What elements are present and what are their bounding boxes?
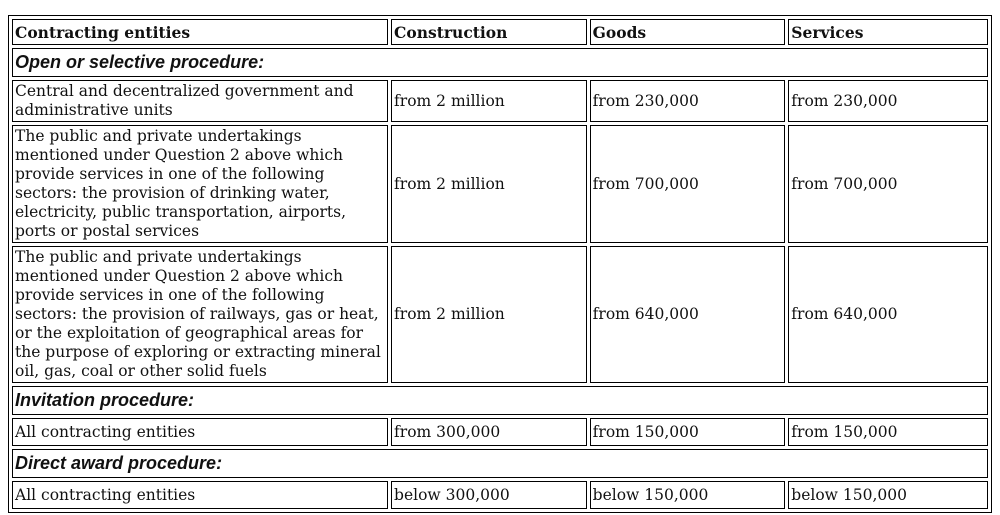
procurement-thresholds-table [8,15,992,513]
header-construction: Construction [391,19,587,45]
goods-cell: from 640,000 [590,246,786,383]
construction-cell: below 300,000 [391,481,587,509]
entity-cell: All contracting entities [12,418,388,446]
section-title-direct-award: Direct award procedure: [12,449,988,478]
construction-cell: from 2 million [391,80,587,122]
goods-cell: from 150,000 [590,418,786,446]
entity-cell: Central and decentralized government and administrative units [12,80,388,122]
table-row [12,80,988,122]
services-cell: from 640,000 [788,246,988,383]
goods-cell: from 230,000 [590,80,786,122]
section-title-invitation: Invitation procedure: [12,386,988,415]
services-cell: below 150,000 [788,481,988,509]
construction-cell: from 2 million [391,125,587,243]
services-cell: from 230,000 [788,80,988,122]
goods-cell: from 700,000 [590,125,786,243]
construction-cell: from 2 million [391,246,587,383]
procurement-thresholds-table-wrapper [8,15,992,513]
section-row-direct-award [12,449,988,478]
table-row [12,125,988,243]
entity-cell: The public and private undertakings mentioned under Question 2 above which provide services in one of the following sectors: the provision of railways, gas or heat, or the exploitation of geographical areas for the purpose of exploring or extracting mineral oil, gas, coal or other solid fuels [12,246,388,383]
table-row [12,418,988,446]
services-cell: from 700,000 [788,125,988,243]
entity-cell: The public and private undertakings mentioned under Question 2 above which provide services in one of the following sectors: the provision of drinking water, electricity, public transportation, airports, ports or postal services [12,125,388,243]
table-header-row [12,19,988,45]
table-row [12,481,988,509]
table-row [12,246,988,383]
entity-cell: All contracting entities [12,481,388,509]
section-title-open: Open or selective procedure: [12,48,988,77]
section-row-open [12,48,988,77]
construction-cell: from 300,000 [391,418,587,446]
services-cell: from 150,000 [788,418,988,446]
header-goods: Goods [590,19,786,45]
section-row-invitation [12,386,988,415]
goods-cell: below 150,000 [590,481,786,509]
header-contracting-entities: Contracting entities [12,19,388,45]
header-services: Services [788,19,988,45]
